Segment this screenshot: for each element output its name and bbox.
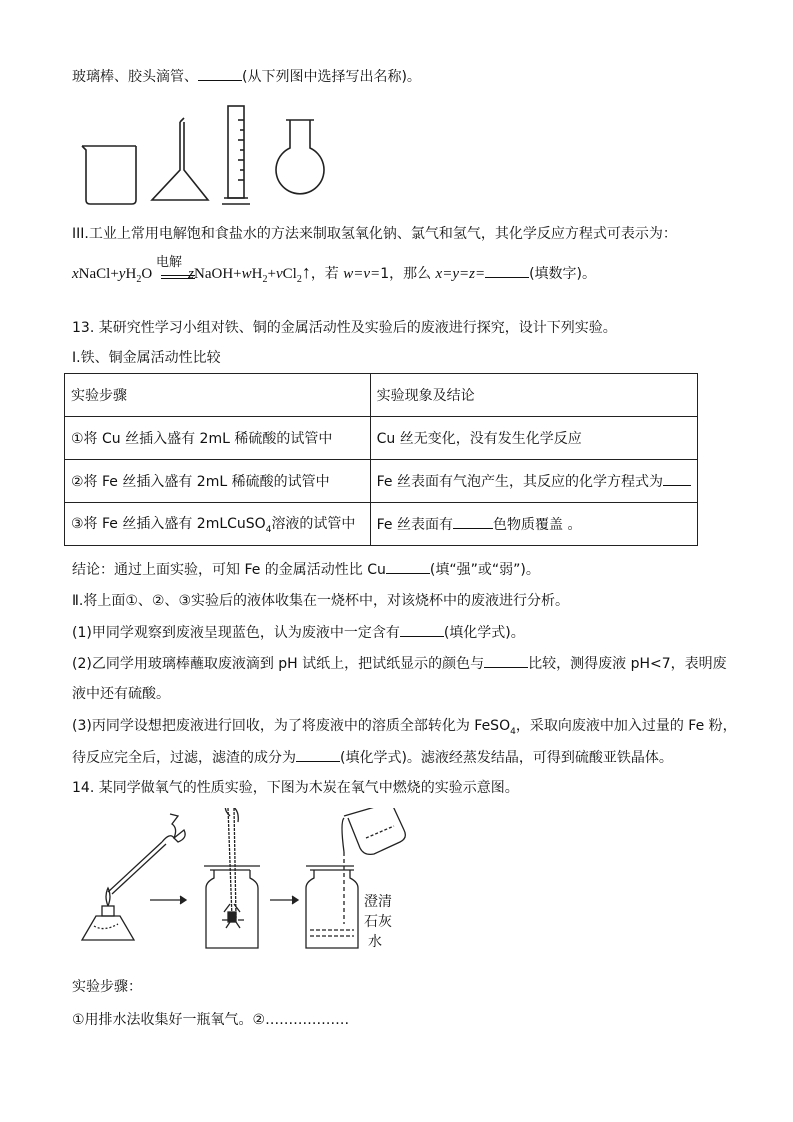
answer-blank[interactable] (453, 514, 493, 529)
limewater-label (364, 894, 392, 950)
answer-blank[interactable] (663, 471, 691, 486)
table-row: ②将 Fe 丝插入盛有 2mL 稀硫酸的试管中 Fe 丝表面有气泡产生，其反应的化学方程式为 (65, 460, 698, 503)
q14-step1: ①用排水法收集好一瓶氧气。②……………… (72, 1012, 350, 1028)
table-header-row: 实验步骤 实验现象及结论 (65, 374, 698, 417)
svg-text:石灰: 石灰 (364, 914, 392, 930)
graduated-cylinder-icon (222, 106, 250, 204)
q13-part1-heading: Ⅰ.铁、铜金属活动性比较 (72, 350, 221, 366)
answer-blank[interactable] (400, 622, 444, 637)
q13-question-1: (1)甲同学观察到废液呈现蓝色，认为废液中一定含有 (填化学式)。 (72, 622, 525, 643)
q12-instrument-line: 玻璃棒、胶头滴管、 (从下列图中选择写出名称)。 (72, 66, 421, 87)
svg-text:清: 清 (378, 894, 392, 910)
lab-apparatus-figure (76, 100, 332, 208)
answer-blank[interactable] (198, 66, 242, 81)
q12-part3-intro: III.工业上常用电解饱和食盐水的方法来制取氢氧化钠、氯气和氢气，其化学反应方程式可表示为： (72, 226, 677, 242)
funnel-icon (152, 118, 208, 200)
gas-jar-limewater-icon (306, 852, 358, 948)
arrow-right-icon (150, 896, 186, 904)
round-bottom-flask-icon (276, 120, 324, 194)
answer-blank[interactable] (296, 747, 340, 762)
table-row: ①将 Cu 丝插入盛有 2mL 稀硫酸的试管中 Cu 丝无变化，没有发生化学反应 (65, 417, 698, 460)
svg-text:澄: 澄 (364, 894, 378, 910)
q13-part2-heading: Ⅱ.将上面①、②、③实验后的液体收集在一烧杯中，对该烧杯中的废液进行分析。 (72, 593, 569, 609)
q13-question-3: (3)丙同学设想把废液进行回收，为了将废液中的溶质全部转化为 FeSO$_4$，采取向废液中加入过量的 Fe 粉， (72, 718, 737, 737)
alcohol-lamp-icon (82, 888, 134, 940)
eq-condition-label: 电解 (156, 255, 183, 270)
q13-conclusion: 结论：通过上面实验，可知 Fe 的金属活动性比 Cu (填“强”或“弱”)。 (72, 559, 540, 580)
beaker-pouring-icon (342, 808, 405, 854)
gas-jar-burning-icon (204, 808, 260, 948)
q13-question-2: (2)乙同学用玻璃棒蘸取废液滴到 pH 试纸上，把试纸显示的颜色与 比较，测得废液 pH<7，表明废 (72, 653, 727, 674)
q14-steps-title: 实验步骤： (72, 979, 142, 995)
answer-blank[interactable] (386, 559, 430, 574)
q13-title: 13. 某研究性学习小组对铁、铜的金属活动性及实验后的废液进行探究，设计下列实验。 (72, 320, 617, 336)
charcoal-combustion-figure (74, 808, 414, 958)
table-row: ③将 Fe 丝插入盛有 2mLCuSO$_4$溶液的试管中 Fe 丝表面有 色物质覆盖 。 (65, 503, 698, 546)
beaker-icon (82, 146, 136, 204)
experiment-table (64, 373, 698, 546)
answer-blank[interactable] (484, 653, 528, 668)
electrolysis-equation: $xNaCl+yH_2O$ $zNaOH+wH_2+vCl_2↑$，若 w=v=1，那么 x=y=z= (填数字)。 (72, 262, 597, 285)
q13-question-3-cont: 待反应完全后，过滤，滤渣的成分为 (填化学式)。滤液经蒸发结晶，可得到硫酸亚铁晶体。 (72, 747, 673, 768)
crucible-tongs-icon (108, 814, 185, 894)
q14-title: 14. 某同学做氧气的性质实验，下图为木炭在氧气中燃烧的实验示意图。 (72, 780, 519, 796)
answer-blank[interactable] (485, 263, 529, 278)
arrow-right-icon (270, 896, 298, 904)
svg-text:水: 水 (368, 934, 382, 950)
q13-question-2-cont: 液中还有硫酸。 (72, 686, 170, 702)
